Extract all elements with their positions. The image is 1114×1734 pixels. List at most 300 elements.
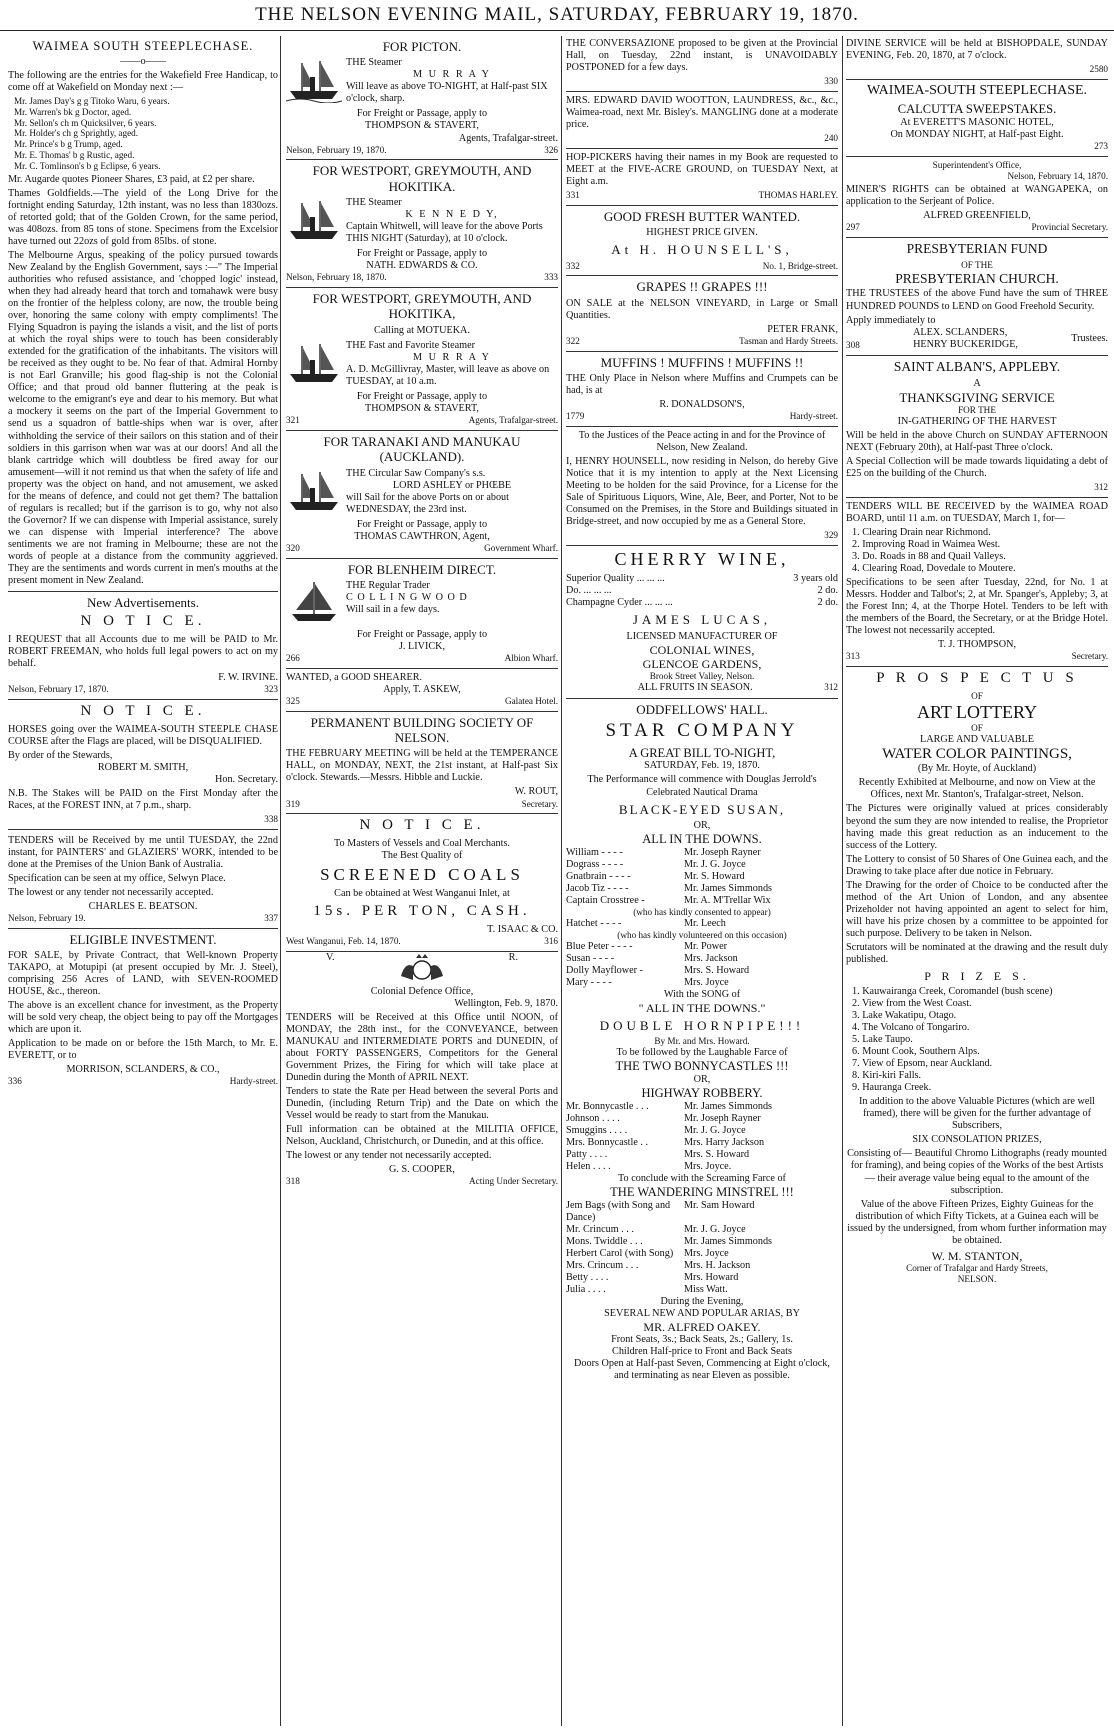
- seat-prices: Front Seats, 3s.; Back Seats, 2s.; Gallery, 1s.: [611, 1334, 793, 1346]
- ad-date: Nelson, February 18, 1870.: [286, 272, 387, 283]
- star-performance: The Performance will commence with Douglas Jerrold's Celebrated Nautical Drama: [587, 774, 817, 798]
- cast-role: Dolly Mayflower -: [566, 964, 643, 976]
- cast-row: [566, 871, 838, 883]
- ad-footer: [566, 336, 838, 347]
- drama-title: BLACK-EYED SUSAN,: [618, 801, 786, 817]
- westport-heading: FOR WESTPORT, GREYMOUTH, AND HOKITIKA.: [286, 159, 558, 194]
- coal-to: To Masters of Vessels and Coal Merchants.: [334, 838, 510, 850]
- price-item: Champagne Cyder ... ... ...: [566, 597, 673, 609]
- large-valuable: LARGE AND VALUABLE: [920, 733, 1034, 745]
- defence-body: TENDERS will be Received at this Office until NOON, of MONDAY, the 28th inst., for the CONVEYANCE, between MANUKAU and INTERMEDIATE PORTS and DUNEDIN, of about FORTY PASSENGERS, Competitors for the General Government Prizes, the Firing for which will take place at Dunedin during the Month of APRIL NEXT.: [286, 1011, 558, 1083]
- freight-line: For Freight or Passage, apply to: [356, 248, 488, 260]
- agent-name: NATH. EDWARDS & CO.: [366, 260, 478, 272]
- muffins-heading: MUFFINS ! MUFFINS ! MUFFINS !!: [566, 351, 838, 370]
- building-society-signature: W. ROUT,: [514, 786, 558, 798]
- steamship-icon: [286, 340, 342, 386]
- ad-number: 326: [544, 144, 558, 155]
- cast-role: Blue Peter - - - -: [566, 940, 633, 952]
- farce-sub: HIGHWAY ROBBERY.: [641, 1085, 763, 1100]
- defence-signature: G. S. COOPER,: [389, 1164, 455, 1176]
- hornpipe-by: By Mr. and Mrs. Howard.: [654, 1036, 750, 1047]
- ship-detail: will Sail for the above Ports on or about WEDNESDAY, the 23rd inst.: [346, 491, 509, 515]
- price-value: 2 do.: [817, 597, 838, 609]
- cast-actor: Mrs. S. Howard: [684, 964, 750, 976]
- price-item: Do. ... ... ...: [566, 585, 612, 597]
- presbyterian-heading: PRESBYTERIAN FUND: [846, 237, 1108, 257]
- coal-signature: T. ISAAC & CO.: [487, 923, 558, 935]
- column-rule: [280, 36, 281, 1726]
- list-item: Mr. Holder's ch g Sprightly, aged.: [14, 128, 139, 139]
- prizes-list: [852, 986, 1108, 1094]
- road-board-body: TENDERS WILL BE RECEIVED by the WAIMEA ROAD BOARD, until 11 a.m. on TUESDAY, March 1, for—: [846, 497, 1108, 525]
- cast-role: Dograss - - - -: [566, 858, 624, 870]
- list-item: 6. Mount Cook, Southern Alps.: [852, 1046, 980, 1058]
- cast-actor: Mr. James Simmonds: [684, 1100, 773, 1112]
- ad-number: 266: [286, 652, 300, 663]
- cast-role: Helen . . . .: [566, 1160, 611, 1172]
- ad-number: 337: [264, 912, 278, 923]
- cast-row: [566, 895, 838, 907]
- column-2: [286, 36, 558, 1726]
- muffins-signature: R. DONALDSON'S,: [659, 399, 745, 411]
- butter-at: At H. HOUNSELL'S,: [611, 242, 793, 258]
- ad-number: 240: [824, 133, 838, 144]
- calcutta-when: On MONDAY NIGHT, at Half-past Eight.: [890, 129, 1064, 141]
- cast-role: Smuggins . . . .: [566, 1124, 628, 1136]
- ornament-rule: ——o——: [120, 55, 166, 67]
- song-with: With the SONG of: [663, 988, 741, 1000]
- prospectus-p2: The Lottery to consist of 50 Shares of One Guinea each, and the Drawing to take place after due notice in February.: [846, 853, 1108, 877]
- westport-ad: [286, 197, 558, 245]
- ad-footer: [566, 190, 838, 201]
- ad-footer: [286, 653, 558, 664]
- calcutta-at: At EVERETT'S MASONIC HOTEL,: [900, 117, 1054, 129]
- grapes-heading: GRAPES !! GRAPES !!!: [566, 275, 838, 294]
- st-albans-thanksgiving: THANKSGIVING SERVICE: [899, 389, 1055, 405]
- ad-number: 331: [566, 190, 580, 200]
- cast-note: (who has kindly consented to appear): [633, 906, 771, 917]
- eligible-address: Hardy-street.: [229, 1076, 278, 1087]
- cast-row: [566, 1200, 838, 1224]
- hop-pickers-body: HOP-PICKERS having their names in my Book are requested to MEET at the FIVE-ACRE GROUND, on TUESDAY Next, at Eight a.m.: [566, 148, 838, 188]
- cast-actor: Mr. J. G. Joyce: [684, 1124, 746, 1136]
- wanted-body: WANTED, a GOOD SHEARER.: [286, 671, 423, 683]
- cast-row: [566, 1284, 838, 1296]
- ship-intro: THE Steamer: [346, 57, 402, 69]
- cast-role: Gnatbrain - - - -: [566, 870, 631, 882]
- steamship-icon: [286, 197, 342, 243]
- coal-best: The Best Quality of: [381, 850, 463, 862]
- picton-ad: [286, 57, 558, 105]
- st-albans-collection: A Special Collection will be made towards liquidating a debt of £25 on the building of the Church.: [846, 455, 1108, 479]
- ad-number: 332: [566, 260, 580, 271]
- ad-footer: [286, 799, 558, 810]
- cast-actor: Mrs. H. Jackson: [684, 1259, 751, 1271]
- prospectus-by: (By Mr. Hoyte, of Auckland): [917, 763, 1037, 775]
- consolation-heading: SIX CONSOLATION PRIZES,: [912, 1134, 1042, 1146]
- list-item: 5. Lake Taupo.: [852, 1034, 913, 1046]
- cast-role: Mr. Bonnycastle . . .: [566, 1100, 649, 1112]
- children-prices: Children Half-price to Front and Back Seats: [612, 1346, 792, 1358]
- cast-row: [566, 977, 838, 989]
- ship-detail: Captain Whitwell, will leave for the above Ports THIS NIGHT (Saturday), at 10 o'clock.: [346, 221, 543, 245]
- road-items: [852, 527, 1108, 575]
- cast-role: Johnson . . . .: [566, 1112, 620, 1124]
- ad-footer: [846, 222, 1108, 233]
- masthead: THE NELSON EVENING MAIL, SATURDAY, FEBRUARY 19, 1870.: [0, 0, 1114, 31]
- ship-intro: THE Steamer: [346, 197, 402, 209]
- ad-footer: [286, 145, 558, 156]
- list-item: Mr. James Day's g g Titoko Waru, 6 years.: [14, 95, 170, 106]
- ship-intro: THE Circular Saw Company's s.s.: [346, 467, 486, 479]
- list-item: Mr. C. Tomlinson's b g Eclipse, 6 years.: [14, 161, 161, 171]
- cast-row: [566, 1149, 838, 1161]
- ad-number: 316: [544, 935, 558, 946]
- art-lottery: ART LOTTERY: [916, 701, 1038, 722]
- ad-footer: [566, 261, 838, 272]
- cherry-heading: CHERRY WINE,: [566, 545, 838, 570]
- wanted-ad: [286, 668, 558, 707]
- tenders-ad: [8, 829, 278, 924]
- ad-number: 323: [264, 684, 278, 695]
- ad-number: 273: [1094, 141, 1108, 152]
- prospectus-p4: Scrutators will be nominated at the drawing and the result duly published.: [846, 941, 1108, 965]
- royal-arms-row: [286, 951, 558, 986]
- taranaki-heading: FOR TARANAKI AND MANUKAU (AUCKLAND).: [286, 430, 558, 465]
- cast-actor: Mr. Joseph Rayner: [684, 1112, 761, 1124]
- tenders-body: TENDERS will be Received by me until TUESDAY, the 22nd instant, for PAINTERS' and GLAZIERS' WORK, intended to be done at the Premises of the Union Bank of Australia.: [8, 834, 278, 870]
- ad-footer: [286, 1176, 558, 1187]
- cast-actor: Mrs. Joyce: [684, 976, 729, 988]
- grapes-address: Tasman and Hardy Streets.: [739, 335, 838, 346]
- lucas-sub: LICENSED MANUFACTURER OF: [626, 630, 778, 642]
- price-row: [566, 573, 838, 585]
- cast-role: Mr. Crincum . . .: [566, 1223, 634, 1235]
- evening-intro: During the Evening,: [660, 1295, 744, 1307]
- wootton-body: MRS. EDWARD DAVID WOOTTON, LAUNDRESS, &c., &c., Waimea-road, next Mr. Bisley's. MANGLING done at a moderate price.: [566, 91, 838, 131]
- picton-heading: FOR PICTON.: [382, 39, 462, 54]
- hornpipe: DOUBLE HORNPIPE!!!: [599, 1017, 805, 1033]
- consolation-paragraph: Consisting of— Beautiful Chromo Lithographs (ready mounted for framing), and being copies of the Works of the best Artists— their average value being equal to the amount of the subscription.: [847, 1148, 1107, 1196]
- cast-actor: Mr. James Simmonds: [684, 1235, 773, 1247]
- st-albans-heading: SAINT ALBAN'S, APPLEBY.: [846, 355, 1108, 375]
- lucas-gardens: GLENCOE GARDENS,: [642, 656, 762, 671]
- cast-role: Mary - - - -: [566, 976, 612, 988]
- westport-motueka-sub: Calling at MOTUEKA.: [374, 324, 470, 336]
- coal-notice-heading: N O T I C E.: [286, 813, 558, 835]
- ship-detail: A. D. McGillivray, Master, will leave as above on TUESDAY, at 10 a.m.: [346, 363, 550, 387]
- hop-signature: THOMAS HARLEY.: [758, 190, 838, 200]
- cast-row: [566, 1224, 838, 1236]
- cast-role: Mons. Twiddle . . .: [566, 1235, 643, 1247]
- grapes-body: ON SALE at the NELSON VINEYARD, in Large or Small Quantities.: [566, 297, 838, 321]
- cast-actor: Mr. A. M'Trellar Wix: [684, 894, 771, 906]
- notice-date: Nelson, February 17, 1870.: [8, 684, 109, 695]
- vr-letter-r: R.: [508, 951, 518, 963]
- presbyterian-apply: Apply immediately to: [846, 314, 936, 326]
- agent-address: Government Wharf.: [484, 542, 558, 553]
- prospectus-of: OF: [971, 690, 983, 701]
- price-value: 3 years old: [793, 573, 838, 585]
- farce-title: THE TWO BONNYCASTLES !!!: [615, 1059, 789, 1074]
- column-1: [8, 36, 278, 1726]
- steamship-icon: [286, 57, 342, 103]
- cast-row: [566, 1101, 838, 1113]
- ad-footer: [286, 272, 558, 283]
- cast-role: Captain Crosstree -: [566, 894, 645, 906]
- cast-actor: Mrs. Harry Jackson: [684, 1136, 765, 1148]
- list-item: Mr. Prince's b g Trump, aged.: [14, 139, 123, 150]
- lucas-address: Brook Street Valley, Nelson.: [649, 671, 755, 682]
- trustee-names: [913, 327, 1018, 351]
- stanton-address: Corner of Trafalgar and Hardy Streets,: [906, 1262, 1048, 1273]
- eligible-body: FOR SALE, by Private Contract, that Well-known Property TAKAPO, at Motupipi (at present occupied by Mr. J. Steel), comprising 256 Acres of LAND, with SEVEN-ROOMED HOUSE, &c., thereon.: [8, 950, 278, 998]
- notice-body: HORSES going over the WAIMEA-SOUTH STEEPLE CHASE COURSE after the Flags are placed, will be DISQUALIFIED.: [8, 723, 278, 747]
- column-4: [846, 36, 1108, 1726]
- evening-arias: SEVERAL NEW AND POPULAR ARIAS, BY: [604, 1307, 800, 1319]
- butter-heading: GOOD FRESH BUTTER WANTED.: [566, 205, 838, 224]
- ad-number: 308: [846, 339, 860, 350]
- trustees-label: Trustees.: [1071, 332, 1108, 344]
- taranaki-ad: [286, 468, 558, 516]
- calcutta-heading: WAIMEA-SOUTH STEEPLECHASE.: [846, 79, 1108, 100]
- road-board-signature: T. J. THOMPSON,: [937, 639, 1017, 651]
- cast-actor: Mrs. Howard: [684, 1271, 739, 1283]
- wanted-apply: Apply, T. ASKEW,: [383, 683, 461, 695]
- lucas-fruits: ALL FRUITS IN SEASON.: [637, 681, 753, 693]
- column-rule: [842, 36, 843, 1726]
- trustee-name: HENRY BUCKERIDGE,: [913, 338, 1018, 350]
- coal-screened: SCREENED COALS: [320, 865, 524, 885]
- freight-line: For Freight or Passage, apply to: [356, 628, 488, 640]
- agent-address: Agents, Trafalgar-street.: [458, 132, 558, 144]
- ad-number: 322: [566, 335, 580, 346]
- cast-row: [566, 965, 838, 977]
- list-item: 2. View from the West Coast.: [852, 998, 972, 1010]
- list-item: 1. Clearing Drain near Richmond.: [852, 526, 991, 538]
- steeplechase-intro: The following are the entries for the Wakefield Free Handicap, to come off at Wakefield on Monday next :—: [8, 69, 278, 93]
- road-board-role: Secretary.: [1071, 651, 1108, 662]
- drama-sub: ALL IN THE DOWNS.: [642, 831, 762, 846]
- list-item: Mr. E. Thomas' b g Rustic, aged.: [14, 150, 135, 161]
- cast-row: [566, 1137, 838, 1149]
- defence-role: Acting Under Secretary.: [469, 1176, 558, 1187]
- ad-number: 338: [264, 813, 278, 824]
- minstrel-intro: To conclude with the Screaming Farce of: [618, 1172, 786, 1184]
- water-color: WATER COLOR PAINTINGS,: [882, 745, 1072, 762]
- miner-body: MINER'S RIGHTS can be obtained at WANGAPEKA, on application to the Serjeant of Police.: [846, 183, 1108, 207]
- ad-number: 319: [286, 798, 300, 809]
- lucas-wines: COLONIAL WINES,: [649, 642, 755, 657]
- notice-nb: N.B. The Stakes will be PAID on the First Monday after the Races, at the FOREST INN, at 7 p.m., sharp.: [8, 787, 278, 811]
- song-title: " ALL IN THE DOWNS.": [638, 1000, 766, 1015]
- ad-number: 320: [286, 542, 300, 553]
- cast-row: [566, 1236, 838, 1248]
- oddfellows-heading: ODDFELLOWS' HALL.: [566, 698, 838, 717]
- building-society-role: Secretary.: [521, 798, 558, 809]
- cast-role: Jem Bags (with Song and Dance): [566, 1199, 671, 1223]
- price-value: 2 do.: [817, 585, 838, 597]
- list-item: 3. Lake Wakatipu, Otago.: [852, 1010, 957, 1022]
- notice-signature: ROBERT M. SMITH,: [97, 761, 189, 773]
- notice-signature: F. W. IRVINE.: [218, 672, 278, 684]
- blenheim-heading: FOR BLENHEIM DIRECT.: [286, 558, 558, 577]
- muffins-address: Hardy-street.: [789, 411, 838, 422]
- notice-footer: [8, 684, 278, 695]
- list-item: 4. Clearing Road, Dovedale to Moutere.: [852, 562, 1016, 574]
- ad-number: 329: [824, 530, 838, 541]
- star-bill: A GREAT BILL TO-NIGHT,: [628, 745, 776, 760]
- cast-actor: Mrs. Jackson: [684, 952, 738, 964]
- notice-role: Hon. Secretary.: [215, 773, 278, 785]
- westport-motueka-heading: FOR WESTPORT, GREYMOUTH, AND HOKITIKA,: [286, 287, 558, 322]
- ship-name: M U R R A Y: [413, 69, 491, 81]
- stanton-signature: W. M. STANTON,: [931, 1248, 1023, 1263]
- cast-role: Julia . . . .: [566, 1283, 606, 1295]
- butter-address: No. 1, Bridge-street.: [762, 260, 838, 271]
- column-3: [566, 36, 838, 1726]
- star-company: STAR COMPANY: [605, 720, 799, 742]
- miner-office: Superintendent's Office,: [846, 156, 1108, 171]
- cast-actor: Mr. Leech: [684, 917, 726, 929]
- tenders-footer: [8, 913, 278, 924]
- list-item: Mr. Warren's bk g Doctor, aged.: [14, 106, 132, 117]
- cast-row: [566, 953, 838, 965]
- cast-role: Mrs. Bonnycastle . .: [566, 1136, 649, 1148]
- drama-or: OR,: [693, 819, 711, 831]
- ship-intro: THE Regular Trader: [346, 579, 430, 591]
- ad-number: 1779: [566, 411, 585, 422]
- tenders-lowest: The lowest or any tender not necessarily accepted.: [8, 886, 214, 898]
- st-albans-harvest: IN-GATHERING OF THE HARVEST: [897, 415, 1057, 427]
- argus-paragraph: The Melbourne Argus, speaking of the policy pursued towards New Zealand by the English Government, says :—" The Imperial authorities who refused assistance, and 'chopped logic' instead, when they had already heard that torch and tomahawk were busy on the frontier of the helpless colony, are now, the trouble being over, honoring the same colony with empty compliments! The Flying Squadron is paying the islands a visit, and the list of ports at which the royal ships were to touch has been considerably extended for the gratification of the inhabitants. The visitors will be received as they ought to be. No fear of that. Admiral Hornby is not Earl Granville; his good flag-ship is not the Colonial Office; and that proud old banner fluttering at the peak is welcome to the emigrant's eye and dear to his memory. But what a mockery it seems on the part of the Imperial Government to send us a squadron of battle-ships when war is over, after withholding the service of their sailors on this station and of their soldiers in this garrison when war was at our doors! And all the blank cartridge which will doubtless be fired away for our amusement—will it not remind us that when the safety of life and property was the object on hand, and not amusement, we asked for the means of defence, and could not get them? The battalion of regulars is recalled; but if the garrison is to go, why not also the Governor? If we can dispense with Imperial assistance, surely we can dispense with Imperial interference? The above sentiments we are not framing in Melbourne; these are not the words of people at a distance from the community aggrieved. They are the sentiments and words current in men's mouths at the present moment in New Zealand.: [8, 250, 278, 586]
- tenders-signature: CHARLES E. BEATSON.: [88, 900, 198, 912]
- value-paragraph: Value of the above Fifteen Prizes, Eighty Guineas for the distribution of which Fifty Tickets, at a Guinea each will be issued by the undersigned, from whom further information may be obtained.: [847, 1198, 1107, 1246]
- cast-actor: Mrs. S. Howard: [684, 1148, 750, 1160]
- ship-name: M U R R A Y: [413, 351, 491, 363]
- cast-row: [566, 1260, 838, 1272]
- st-albans-for: FOR THE: [958, 404, 996, 415]
- cast-role: Hatchet - - - -: [566, 917, 622, 929]
- agent-name: THOMPSON & STAVERT,: [365, 120, 479, 132]
- defence-date: Wellington, Feb. 9, 1870.: [454, 997, 558, 1009]
- st-albans-body: Will be held in the above Church on SUNDAY AFTERNOON NEXT (February 20th), at Half-past Three o'clock.: [846, 429, 1108, 453]
- cast-role: Susan - - - -: [566, 952, 615, 964]
- conversazione-body: THE CONVERSAZIONE proposed to be given at the Provincial Hall, on Tuesday, 22nd instant, is UNAVOIDABLY POSTPONED for a few days.: [566, 38, 838, 74]
- ad-number: 297: [846, 221, 860, 232]
- cast-row: [566, 1113, 838, 1125]
- ad-footer: [286, 936, 558, 947]
- eligible-p2: The above is an excellent chance for investment, as the Property will be sold very cheap, the object being to pay off the Mortgages which are upon it.: [8, 1000, 278, 1036]
- cast-actor: Mr. S. Howard: [684, 870, 745, 882]
- ship-name: K E N N E D Y,: [405, 209, 499, 221]
- ad-number: 313: [846, 651, 860, 662]
- notice-body: I REQUEST that all Accounts due to me will be PAID to Mr. ROBERT FREEMAN, who holds full legal powers to act on my behalf.: [8, 633, 278, 669]
- trustee-name: ALEX. SCLANDERS,: [913, 326, 1008, 338]
- agent-name: THOMPSON & STAVERT,: [365, 402, 479, 414]
- ad-number: 336: [8, 1076, 22, 1087]
- ad-footer: [566, 682, 838, 694]
- cast-row: [566, 847, 838, 859]
- ad-footer: [566, 411, 838, 422]
- westport-motueka-ad: [286, 340, 558, 388]
- ad-number: 321: [286, 414, 300, 425]
- cast-actor: Mrs. Joyce: [684, 1247, 729, 1259]
- eligible-footer: [8, 1076, 278, 1087]
- steeplechase-heading: WAIMEA SOUTH STEEPLECHASE.: [32, 39, 254, 53]
- cast-role: Herbert Carol (with Song): [566, 1247, 674, 1259]
- ship-detail: Will sail in a few days.: [346, 603, 440, 615]
- augarde-paragraph: Mr. Augarde quotes Pioneer Shares, £3 paid, at £2 per share.: [8, 173, 255, 185]
- ship-name: C O L L I N G W O O D: [346, 591, 468, 603]
- steamship-icon: [286, 468, 342, 514]
- tenders-spec: Specification can be seen at my office, Selwyn Place.: [8, 872, 226, 884]
- eligible-p3: Application to be made on or before the 15th March, to Mr. E. EVERETT, or to: [8, 1038, 278, 1062]
- lucas-name: JAMES LUCAS,: [632, 612, 772, 628]
- trustees-block: [846, 327, 1108, 351]
- prospectus-of: OF: [971, 722, 983, 733]
- cast-row: [566, 859, 838, 871]
- thames-paragraph: Thames Goldfields.—The yield of the Long Drive for the fortnight ending Saturday, 12th instant, was no less than 1830ozs. of retorted gold; that of the Golden Crown, for the same period, was 408ozs. from 85 tons of stone. Specimens from the Excelsior have turned out 22ozs of gold from 85lbs. of stone.: [8, 187, 278, 248]
- building-society-body: THE FEBRUARY MEETING will be held at the TEMPERANCE HALL, on MONDAY, NEXT, the 21st instant, at Half-past Six o'clock. Stewards.—Messrs. Hibble and Luckie.: [286, 748, 558, 784]
- list-item: 2. Improving Road in Waimea West.: [852, 538, 1001, 550]
- miner-signature: ALFRED GREENFIELD,: [923, 209, 1031, 221]
- defence-office: Colonial Defence Office,: [370, 985, 474, 997]
- price-row: [566, 597, 838, 609]
- miner-role: Provincial Secretary.: [1031, 221, 1108, 232]
- list-item: 3. Do. Roads in 88 and Quail Valleys.: [852, 550, 1006, 562]
- notice-heading: N O T I C E.: [8, 699, 278, 721]
- road-board-spec: Specifications to be seen after Tuesday, 22nd, for No. 1 at Messrs. Hodder and Talbot's; 2, at Mr. Spanger's, Appleby; 3, at the Forest Inn; 4, at the Thorpe Hotel. Tenders to be left with the members of the Board, the Secretary, or at the Bridge Hotel. The lowest not necessarily accepted.: [846, 576, 1108, 637]
- cast-actor: Mr. J. G. Joyce: [684, 858, 746, 870]
- cast-note: (who has kindly volunteered on this occasion): [617, 929, 787, 940]
- agent-name: J. LIVICK,: [398, 640, 446, 652]
- butter-price: HIGHEST PRICE GIVEN.: [646, 227, 758, 239]
- cast-role: William - - - -: [566, 846, 623, 858]
- justices-body: I, HENRY HOUNSELL, now residing in Nelson, do hereby Give Notice that it is my intention to apply at the Next Licensing Meeting to be holden for the said Province, for a License for the Sale of Spirituous Liquors, Wine, Ale, Beer, and Porter, Not to be Consumed on the Premises, in the Store and Buildings situated in Bridge-street, and now occupied by me as a General Store.: [566, 456, 838, 528]
- cast-row: [566, 918, 838, 930]
- ad-footer: [846, 651, 1108, 662]
- ad-date: Nelson, February 19, 1870.: [286, 144, 387, 155]
- ship-detail: Will leave as above TO-NIGHT, at Half-past SIX o'clock, sharp.: [346, 81, 548, 105]
- ad-date: West Wanganui, Feb. 14, 1870.: [286, 935, 401, 946]
- star-date: SATURDAY, Feb. 19, 1870.: [644, 760, 760, 772]
- freight-line: For Freight or Passage, apply to: [356, 390, 488, 402]
- cast-actor: Mr. Joseph Rayner: [684, 846, 761, 858]
- stanton-town: NELSON.: [957, 1273, 997, 1284]
- prizes-heading: P R I Z E S.: [924, 968, 1030, 983]
- ad-number: 312: [1094, 481, 1108, 492]
- defence-lowest: The lowest or any tender not necessarily accepted.: [286, 1150, 492, 1162]
- prospectus-p3: The Drawing for the order of Choice to be conducted after the method of the Art Union of London, and any absentee Prizeholder not having appointed an agent to select for him, will have his prize chosen by a committee to be appointed for such purpose. Delivery to be taken in Nelson.: [846, 879, 1108, 939]
- cast-actor: Mr. J. G. Joyce: [684, 1223, 746, 1235]
- minstrel-title: THE WANDERING MINSTREL !!!: [610, 1184, 794, 1199]
- cast-actor: Mr. James Simmonds: [684, 882, 773, 894]
- ad-number: 325: [286, 695, 300, 706]
- notice-heading: N O T I C E.: [80, 613, 206, 630]
- farce-intro: To be followed by the Laughable Farce of: [616, 1047, 788, 1059]
- agent-address: Agents, Trafalgar-street.: [468, 414, 558, 425]
- price-item: Superior Quality ... ... ...: [566, 573, 665, 585]
- coal-price: 15s. PER TON, CASH.: [313, 903, 531, 920]
- muffins-body: THE Only Place in Nelson where Muffins and Crumpets can be had, is at: [566, 373, 838, 397]
- cast-row: [566, 1161, 838, 1173]
- list-item: Mr. Sellon's ch m Quicksilver, 6 years.: [14, 117, 157, 128]
- price-row: [566, 585, 838, 597]
- list-item: 7. View of Epsom, near Auckland.: [852, 1058, 993, 1070]
- prospectus-p1: The Pictures were originally valued at prices considerably beyond the sum they are now intended to realise, the Proprietor having made this great reduction as an inducement to the success of the Lottery.: [846, 803, 1108, 851]
- cast-role: Betty . . . .: [566, 1271, 609, 1283]
